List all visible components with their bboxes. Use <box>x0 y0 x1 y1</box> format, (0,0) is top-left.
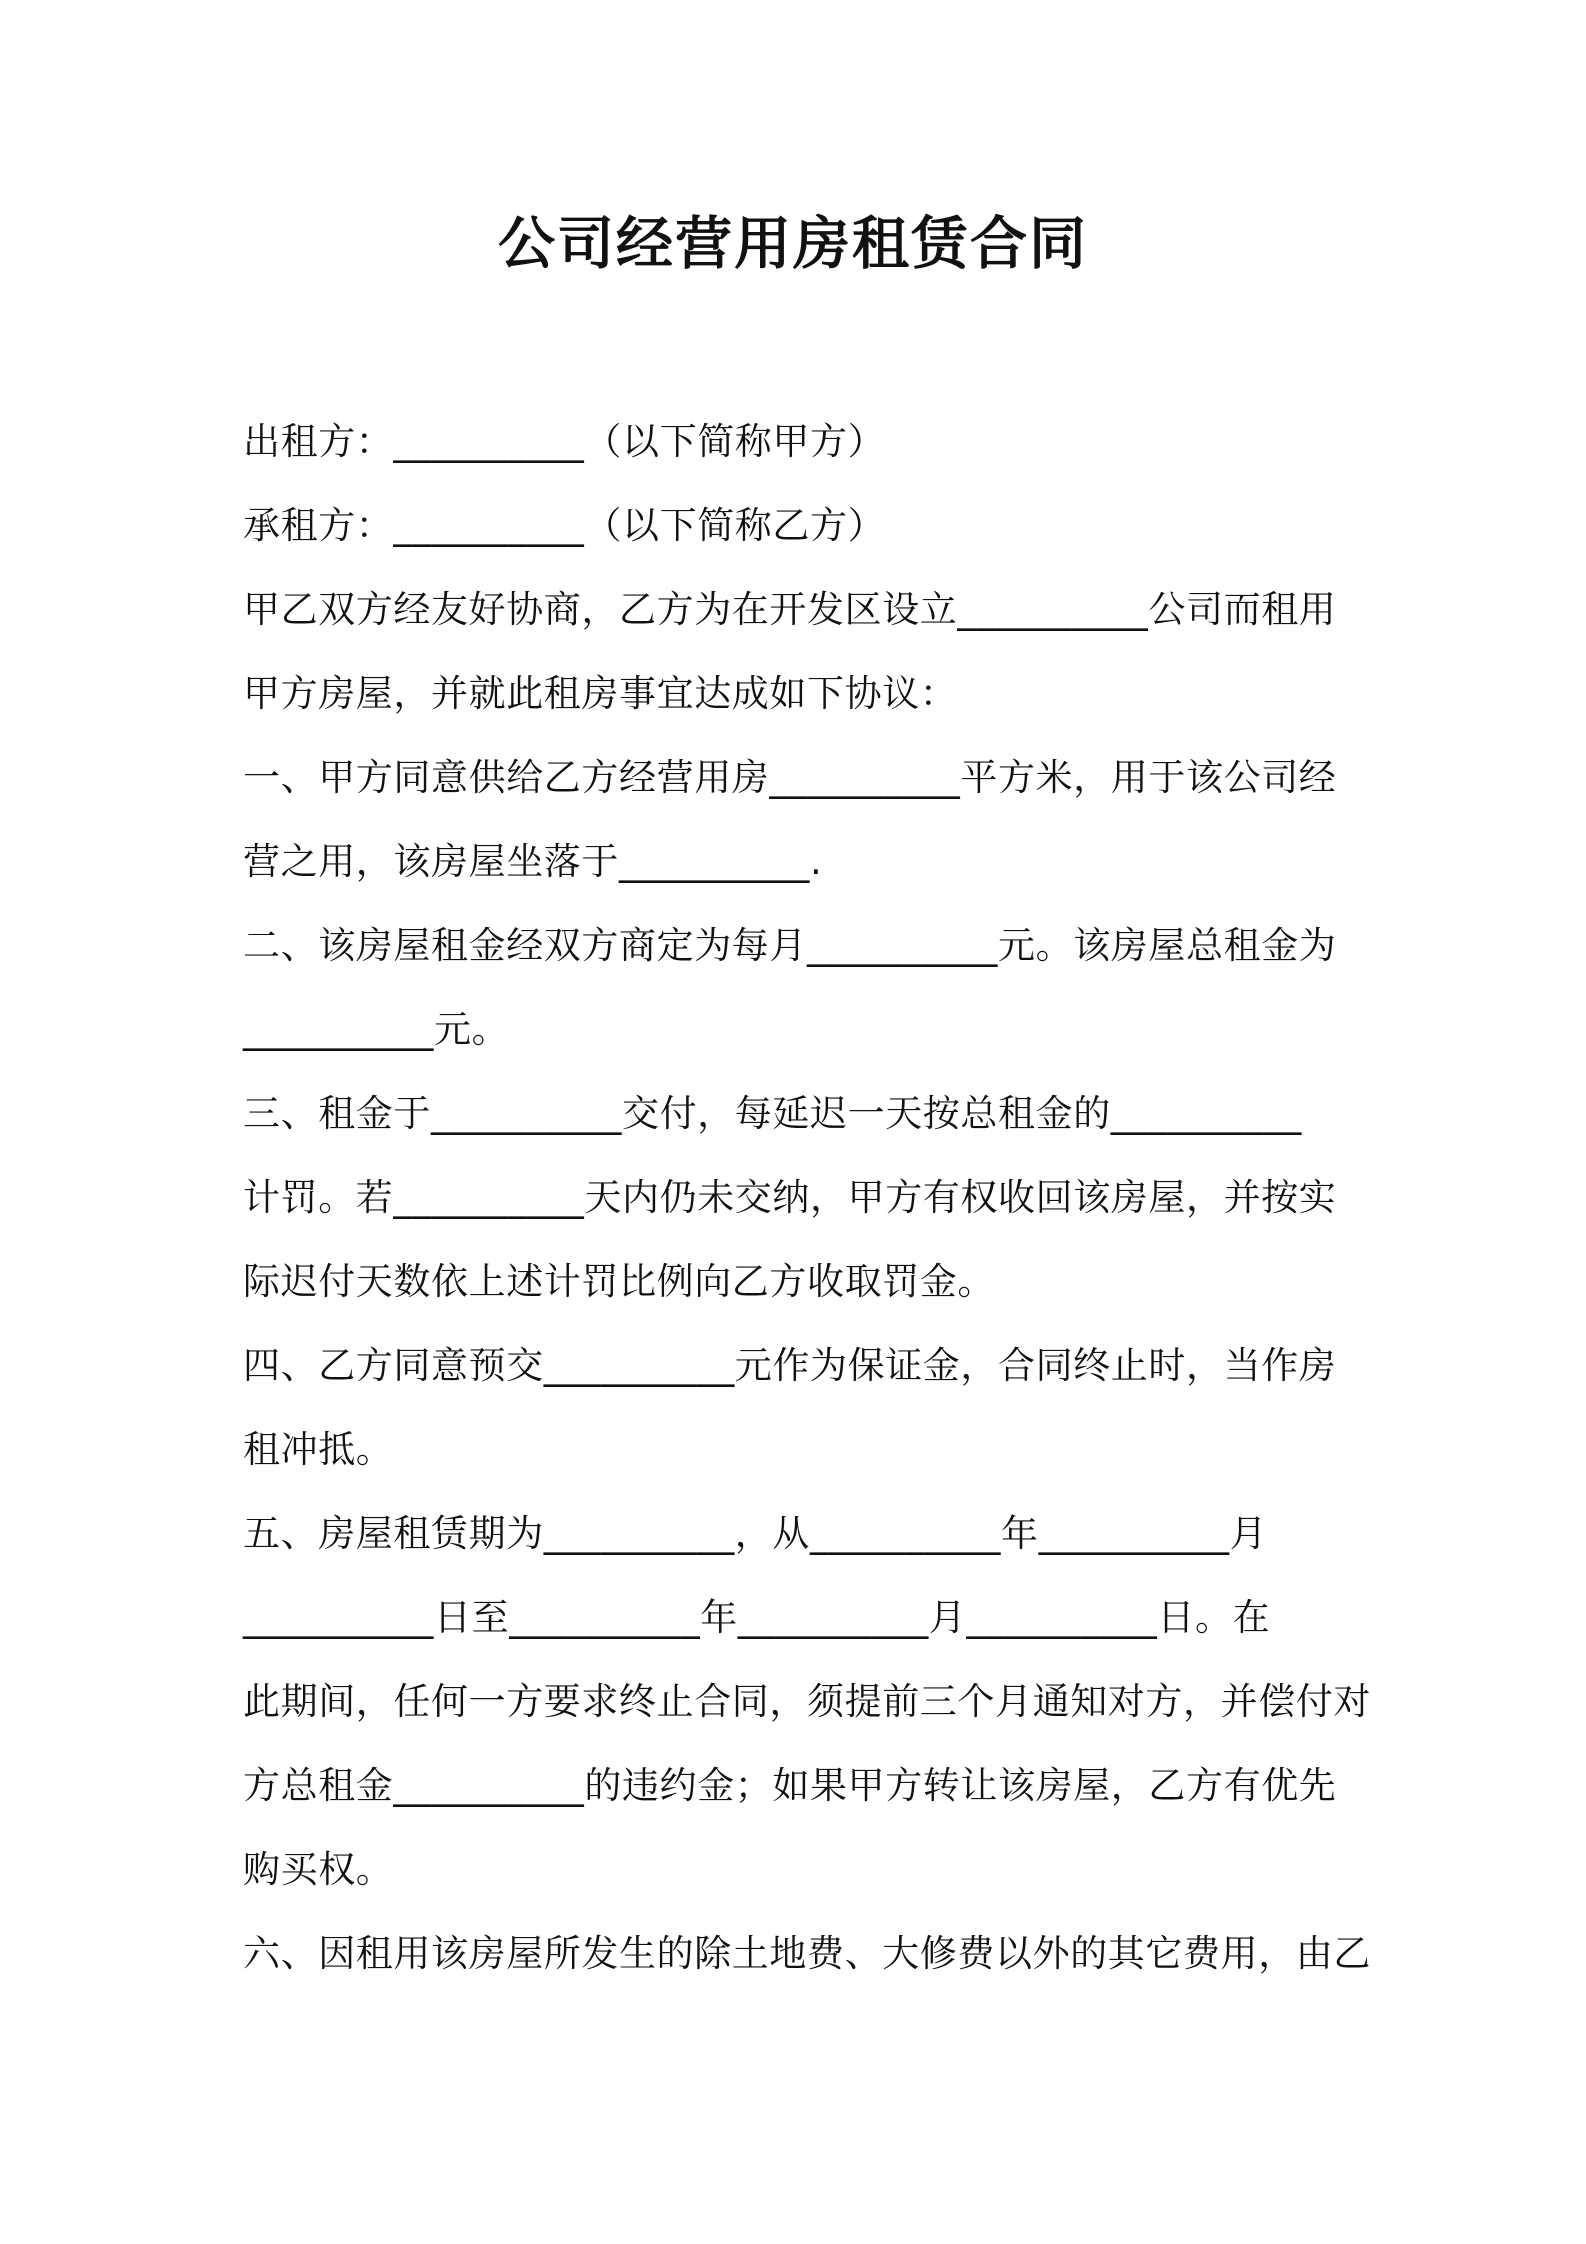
clause-5-line-3: 此期间，任何一方要求终止合同，须提前三个月通知对方，并偿付对 <box>243 1680 1371 1723</box>
clause-2-line-2: __________元。 <box>243 1008 510 1051</box>
clause-4-line-1: 四、乙方同意预交__________元作为保证金，合同终止时，当作房 <box>243 1344 1337 1387</box>
clause-2-line-1: 二、该房屋租金经双方商定为每月__________元。该房屋总租金为 <box>243 924 1337 967</box>
clause-5-line-5: 购买权。 <box>243 1848 394 1891</box>
lessee-line: 承租方：__________（以下简称乙方） <box>243 504 886 547</box>
document-title: 公司经营用房租赁合同 <box>498 211 1088 277</box>
clause-1-line-1: 一、甲方同意供给乙方经营用房__________平方米，用于该公司经 <box>243 756 1337 799</box>
clause-5-line-4: 方总租金__________的违约金；如果甲方转让该房屋，乙方有优先 <box>243 1764 1337 1807</box>
clause-3-line-1: 三、租金于__________交付，每延迟一天按总租金的__________ <box>243 1092 1302 1135</box>
preamble-line-2: 甲方房屋，并就此租房事宜达成如下协议： <box>243 672 958 715</box>
clause-3-line-2: 计罚。若__________天内仍未交纳，甲方有权收回该房屋，并按实 <box>243 1176 1337 1219</box>
clause-5-line-2: __________日至__________年__________月__________日。在 <box>243 1596 1271 1639</box>
clause-5-line-1: 五、房屋租赁期为__________，从__________年__________月 <box>243 1512 1268 1555</box>
contract-body <box>243 400 1371 1996</box>
preamble-line-1: 甲乙双方经友好协商，乙方为在开发区设立__________公司而租用 <box>243 588 1337 631</box>
clause-4-line-2: 租冲抵。 <box>243 1428 394 1471</box>
clause-6-line-1: 六、因租用该房屋所发生的除土地费、大修费以外的其它费用，由乙 <box>243 1932 1371 1975</box>
clause-3-line-3: 际迟付天数依上述计罚比例向乙方收取罚金。 <box>243 1260 995 1303</box>
clause-1-line-2: 营之用，该房屋坐落于__________. <box>243 840 823 883</box>
lessor-line: 出租方：__________（以下简称甲方） <box>243 420 886 463</box>
